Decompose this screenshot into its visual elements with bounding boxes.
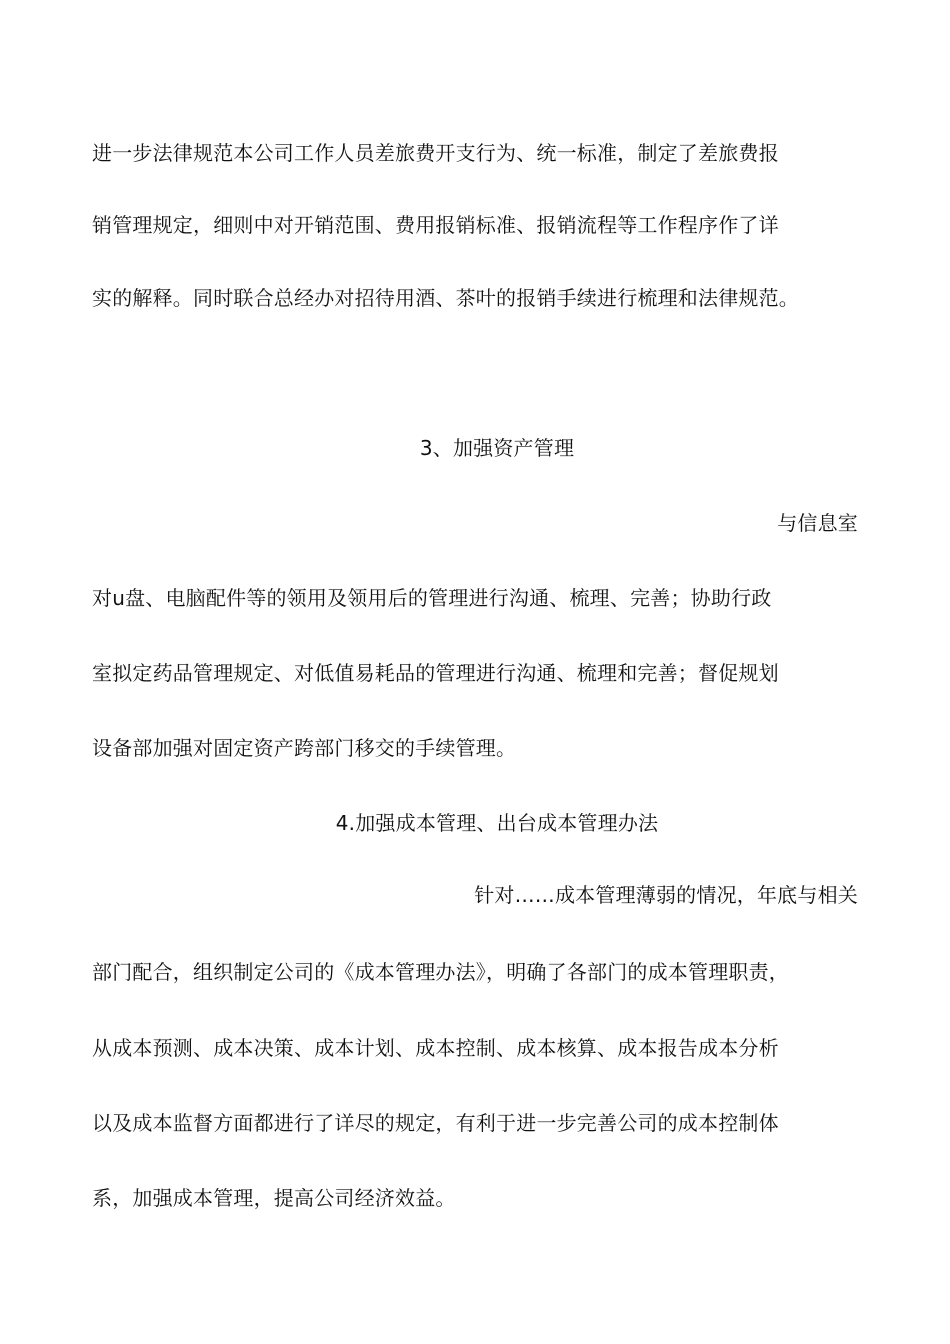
section-4-line-4: 系，加强成本管理，提高公司经济效益。 [92,1186,456,1210]
section-4-line-1: 部门配合，组织制定公司的《成本管理办法》，明确了各部门的成本管理职责， [92,960,789,984]
paragraph-1-line-3: 实的解释。同时联合总经办对招待用酒、茶叶的报销手续进行梳理和法律规范。 [92,286,799,310]
section-3-line-3: 设备部加强对固定资产跨部门移交的手续管理。 [92,736,517,760]
section-3-right-fragment: 与信息室 [777,511,858,535]
section-4-line-2: 从成本预测、成本决策、成本计划、成本控制、成本核算、成本报告成本分析 [92,1036,779,1060]
paragraph-1-line-1: 进一步法律规范本公司工作人员差旅费开支行为、统一标准，制定了差旅费报 [92,141,779,165]
section-4-line-3: 以及成本监督方面都进行了详尽的规定，有利于进一步完善公司的成本控制体 [92,1111,779,1135]
section-3-line-2: 室拟定药品管理规定、对低值易耗品的管理进行沟通、梳理和完善；督促规划 [92,661,779,685]
section-4-right-fragment: 针对……成本管理薄弱的情况，年底与相关 [474,883,858,907]
section-3-heading: 3、加强资产管理 [419,436,575,460]
section-3-line-1: 对u盘、电脑配件等的领用及领用后的管理进行沟通、梳理、完善；协助行政 [92,586,772,610]
section-4-heading: 4.加强成本管理、出台成本管理办法 [335,811,659,835]
paragraph-1-line-2: 销管理规定，细则中对开销范围、费用报销标准、报销流程等工作程序作了详 [92,213,779,237]
